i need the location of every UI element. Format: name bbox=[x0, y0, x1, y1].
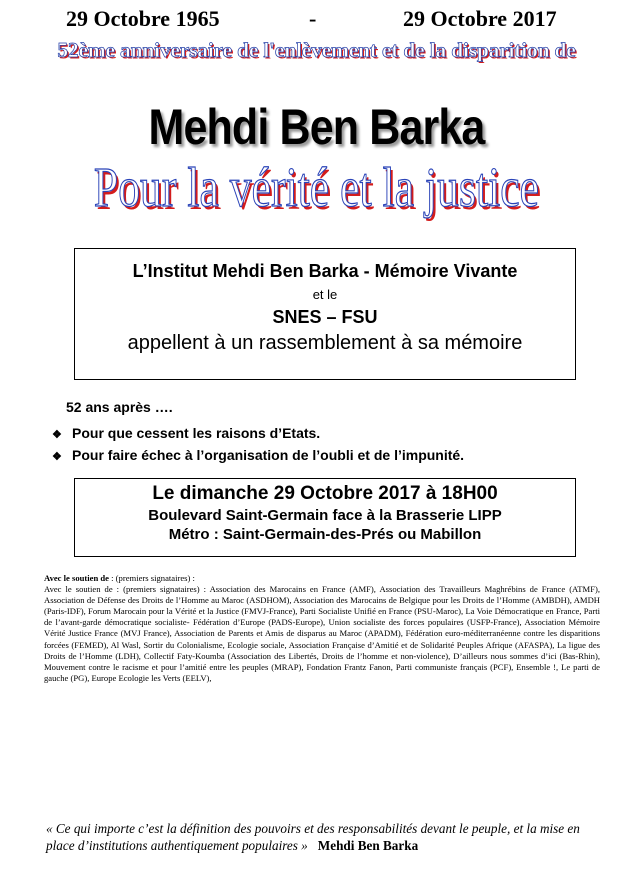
anniversary-banner: 52ème anniversaire de l'enlèvement et de la disparition de bbox=[57, 38, 576, 62]
organizer-institute: L’Institut Mehdi Ben Barka - Mémoire Vivante bbox=[132, 261, 518, 281]
call-box bbox=[74, 248, 576, 380]
event-box bbox=[74, 478, 576, 557]
conjunction: et le bbox=[312, 287, 338, 302]
supporters-list: Avec le soutien de : (premiers signataires) : Association des Marocains en France (AMF), Association des Travailleurs Maghrébins de France (ATMF), Association de Défense des Droits de l’Homme au Maroc (ASDHOM), Association des Marocains de Belgique pour les Droits de l’Homme (AMBDH), AMDH (Paris-IDF), Forum Marocain pour la Vérité et la Justice (FMVJ-France), Parti Socialiste Unifié en France (PSU-Maroc), La Voie Démocratique en France, Parti de l’avant-garde démocratique socialiste- Fédération d’Europe (PADS-Europe), Union socialiste des forces populaires (USFP-France), Association Mémoire Vérité Justice France (MVJ France), Association de Parents et Amis de disparus au Maroc (APADM), Fédération euro-méditerranéenne contre les disparitions forcées (FEMED), Al Wasl, Sortir du Colonialisme, Ecologie sociale, Association Française d’Amitié et de Solidarité Peuples Afrique (AFASPA), La ligue des Droits de l’Homme (LDH), Collectif Faty-Koumba (Association des Libertés, Droits de l’homme et non-violence), D’ailleurs nous sommes d’ici (Bas-Rhin), Mouvement contre le racisme et pour l’amitié entre les peuples (MRAP), Fondation Frantz Fanon, Parti communiste français (PCF), Ensemble !, Le parti de gauche (PG), Europe Ecologie les Verts (EELV), bbox=[44, 584, 600, 683]
date-separator: - bbox=[309, 6, 317, 31]
quote-block bbox=[46, 820, 606, 854]
event-location: Boulevard Saint-Germain face à la Brasserie LIPP bbox=[148, 507, 502, 524]
date-end: 29 Octobre 2017 bbox=[403, 6, 557, 31]
list-item bbox=[52, 422, 464, 444]
date-start: 29 Octobre 1965 bbox=[66, 6, 220, 31]
diamond-bullet-icon: ❖ bbox=[52, 429, 62, 441]
years-after: 52 ans après …. bbox=[66, 399, 173, 415]
person-name-title: Mehdi Ben Barka bbox=[148, 99, 485, 155]
supporters-block bbox=[44, 573, 600, 684]
bullet-text: Pour faire échec à l’organisation de l’oubli et de l’impunité. bbox=[72, 447, 465, 463]
quote-text: « Ce qui importe c’est la définition des pouvoirs et des responsabilités devant le peuple, et la mise en place d’institutions authentiquement populaires » bbox=[46, 821, 580, 853]
list-item bbox=[52, 444, 464, 466]
organizer-union: SNES – FSU bbox=[272, 307, 378, 327]
call-action: appellent à un rassemblement à sa mémoire bbox=[127, 332, 523, 354]
bullet-text: Pour que cessent les raisons d’Etats. bbox=[72, 425, 321, 441]
slogan: Pour la vérité et la justice bbox=[93, 157, 540, 219]
bullet-list bbox=[52, 422, 464, 466]
supporters-heading: Avec le soutien de : (premiers signataires) : bbox=[44, 573, 195, 583]
event-datetime: Le dimanche 29 Octobre 2017 à 18H00 bbox=[152, 483, 498, 504]
quote-author: Mehdi Ben Barka bbox=[317, 838, 419, 853]
event-metro: Métro : Saint-Germain-des-Prés ou Mabillon bbox=[168, 526, 482, 543]
diamond-bullet-icon: ❖ bbox=[52, 451, 62, 463]
